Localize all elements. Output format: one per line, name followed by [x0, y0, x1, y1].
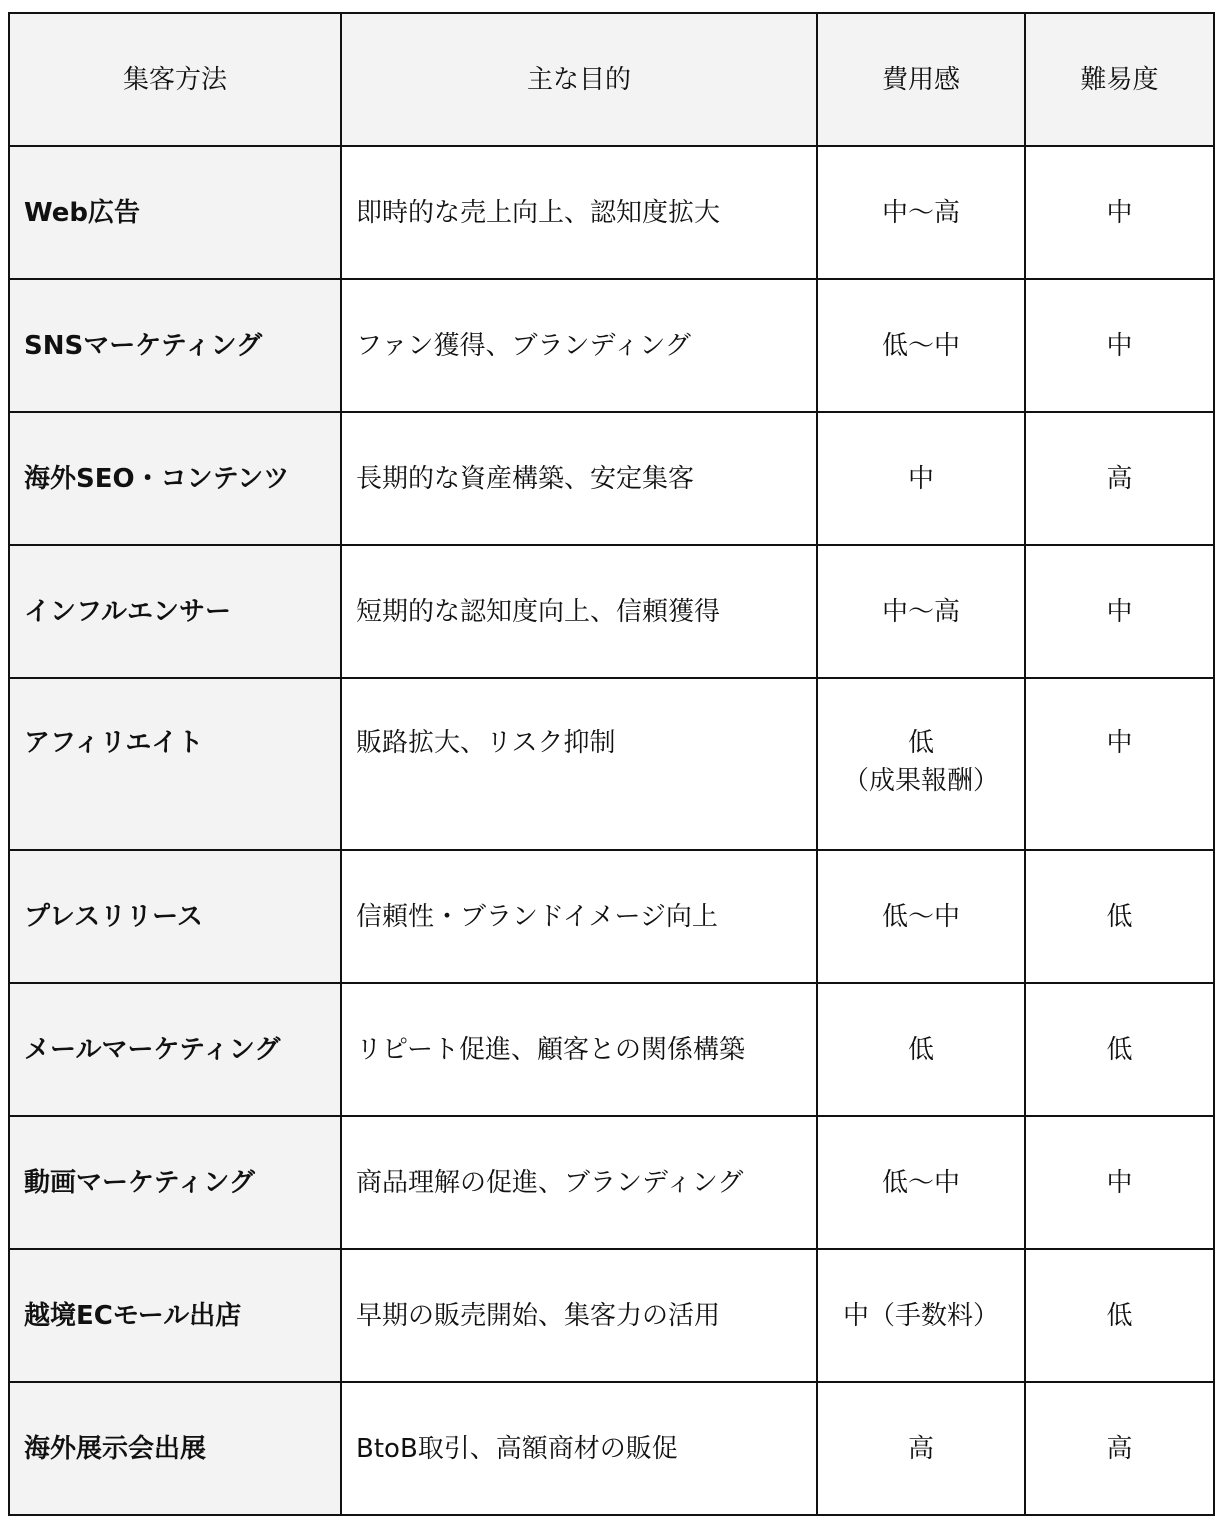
header-difficulty: 難易度 — [1025, 13, 1214, 146]
difficulty-cell: 低 — [1025, 983, 1214, 1116]
purpose-cell: ファン獲得、ブランディング — [341, 279, 817, 412]
method-cell: インフルエンサー — [9, 545, 341, 678]
cost-text: 中 — [907, 463, 934, 494]
method-cell: メールマーケティング — [9, 983, 341, 1116]
cost-cell — [817, 1249, 1025, 1382]
table-row — [9, 1382, 1214, 1515]
method-cell: 動画マーケティング — [9, 1116, 341, 1249]
cost-text: 低〜中 — [881, 901, 960, 932]
cost-cell — [817, 545, 1025, 678]
purpose-cell: リピート促進、顧客との関係構築 — [341, 983, 817, 1116]
method-cell: 越境ECモール出店 — [9, 1249, 341, 1382]
header-purpose: 主な目的 — [341, 13, 817, 146]
purpose-cell: 長期的な資産構築、安定集客 — [341, 412, 817, 545]
difficulty-cell: 中 — [1025, 146, 1214, 279]
header-method: 集客方法 — [9, 13, 341, 146]
cost-text: 中〜高 — [881, 596, 960, 627]
table-row — [9, 146, 1214, 279]
cost-text: 低 — [907, 728, 934, 758]
difficulty-cell: 中 — [1025, 545, 1214, 678]
table-row — [9, 412, 1214, 545]
purpose-cell: 短期的な認知度向上、信頼獲得 — [341, 545, 817, 678]
header-row — [9, 13, 1214, 146]
difficulty-cell: 中 — [1025, 279, 1214, 412]
method-cell: Web広告 — [9, 146, 341, 279]
difficulty-cell: 低 — [1025, 1249, 1214, 1382]
difficulty-cell: 中 — [1025, 678, 1214, 850]
table-row — [9, 1249, 1214, 1382]
method-cell: SNSマーケティング — [9, 279, 341, 412]
difficulty-cell: 高 — [1025, 412, 1214, 545]
purpose-cell: 即時的な売上向上、認知度拡大 — [341, 146, 817, 279]
comparison-table-container — [8, 12, 1215, 1516]
purpose-cell: 商品理解の促進、ブランディング — [341, 1116, 817, 1249]
difficulty-cell: 中 — [1025, 1116, 1214, 1249]
method-cell: アフィリエイト — [9, 678, 341, 850]
purpose-cell: 信頼性・ブランドイメージ向上 — [341, 850, 817, 983]
method-cell: プレスリリース — [9, 850, 341, 983]
cost-text: （成果報酬） — [842, 766, 999, 796]
cost-cell — [817, 850, 1025, 983]
purpose-cell: BtoB取引、高額商材の販促 — [341, 1382, 817, 1515]
cost-text: 低 — [907, 1034, 934, 1065]
table-row — [9, 850, 1214, 983]
difficulty-cell: 低 — [1025, 850, 1214, 983]
purpose-cell: 販路拡大、リスク抑制 — [341, 678, 817, 850]
cost-text: 中〜高 — [881, 197, 960, 228]
cost-text: 高 — [907, 1433, 934, 1464]
table-row — [9, 983, 1214, 1116]
cost-cell — [817, 412, 1025, 545]
cost-text: 中（手数料） — [842, 1300, 999, 1331]
header-cost: 費用感 — [817, 13, 1025, 146]
table-body — [9, 146, 1214, 1515]
purpose-cell: 早期の販売開始、集客力の活用 — [341, 1249, 817, 1382]
cost-cell — [817, 1382, 1025, 1515]
cost-text: 低〜中 — [881, 330, 960, 361]
method-cell: 海外展示会出展 — [9, 1382, 341, 1515]
cost-text: 低〜中 — [881, 1167, 960, 1198]
table-row — [9, 279, 1214, 412]
table-row — [9, 545, 1214, 678]
cost-cell — [817, 678, 1025, 850]
cost-cell — [817, 279, 1025, 412]
marketing-methods-table — [8, 12, 1215, 1516]
table-row — [9, 678, 1214, 850]
table-row — [9, 1116, 1214, 1249]
cost-cell — [817, 146, 1025, 279]
difficulty-cell: 高 — [1025, 1382, 1214, 1515]
method-cell: 海外SEO・コンテンツ — [9, 412, 341, 545]
cost-cell — [817, 983, 1025, 1116]
cost-cell — [817, 1116, 1025, 1249]
